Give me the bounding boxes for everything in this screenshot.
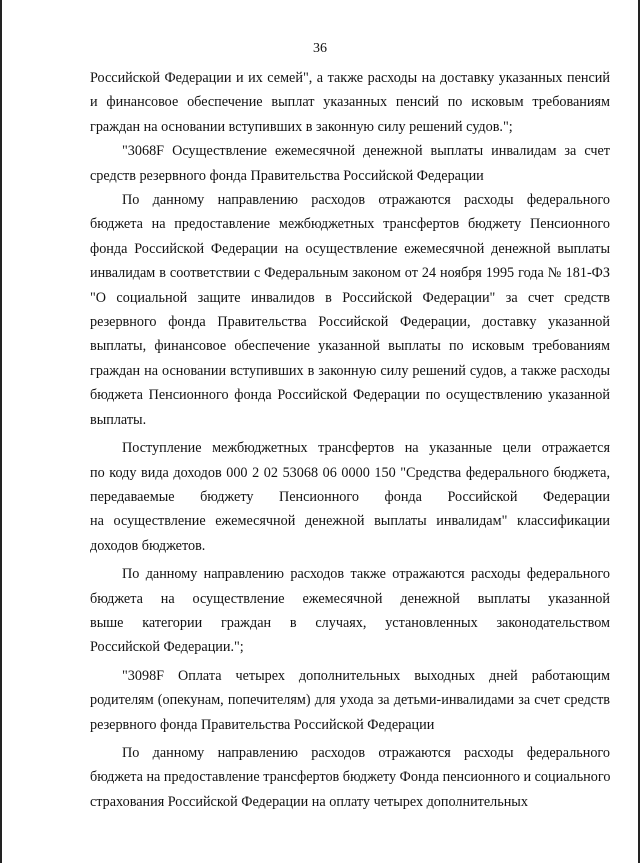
- text-line: на осуществление ежемесячной денежной выплаты инвалидам" классификации: [90, 513, 610, 530]
- text-line: выплаты.: [90, 411, 147, 428]
- text-line: граждан на основании вступивших в законную силу решений судов.";: [90, 118, 513, 135]
- text-line: выплаты, финансовое обеспечение указанной выплаты по исковым требованиям: [90, 338, 610, 355]
- text-line: Российской Федерации и их семей", а также расходы на доставку указанных пенсий: [90, 70, 610, 86]
- paragraph: [90, 562, 610, 660]
- text-line: родителям (опекунам, попечителям) для ухода за детьми-инвалидами за счет средств: [90, 692, 610, 709]
- text-line: бюджета на предоставление трансфертов бюджету Фонда пенсионного и социального: [90, 769, 611, 786]
- text-line: фонда Российской Федерации на осуществление ежемесячной денежной выплаты: [90, 240, 610, 257]
- text-line: средств резервного фонда Правительства Российской Федерации: [90, 167, 484, 184]
- text-line: резервного фонда Правительства Российской Федерации, доставку указанной: [90, 314, 610, 331]
- text-line: "О социальной защите инвалидов в Российской Федерации" за счет средств: [90, 289, 610, 306]
- text-line: бюджета на предоставление межбюджетных трансфертов бюджету Пенсионного: [90, 216, 610, 233]
- document-body: [90, 66, 610, 814]
- text-line: По данному направлению расходов отражаются расходы федерального: [122, 744, 610, 761]
- paragraph: [90, 741, 610, 814]
- text-line: доходов бюджетов.: [90, 537, 206, 554]
- text-line: По данному направлению расходов отражаются расходы федерального: [122, 192, 610, 209]
- paragraph: [90, 436, 610, 558]
- text-line: "3098F Оплата четырех дополнительных выходных дней работающим: [122, 667, 610, 684]
- text-line: Российской Федерации.";: [90, 639, 244, 656]
- text-line: По данному направлению расходов также отражаются расходы федерального: [122, 566, 610, 583]
- paragraph: [90, 139, 610, 188]
- text-line: Поступление межбюджетных трансфертов на указанные цели отражается: [122, 440, 610, 457]
- text-line: граждан на основании вступивших в законную силу решений судов, а также расходы: [90, 362, 610, 379]
- page-number: 36: [313, 41, 327, 56]
- text-line: по коду вида доходов 000 2 02 53068 06 0000 150 "Средства федерального бюджета,: [90, 464, 610, 481]
- paragraph: [90, 664, 610, 737]
- text-line: и финансовое обеспечение выплат указанных пенсий по исковым требованиям: [90, 94, 610, 111]
- text-line: страхования Российской Федерации на оплату четырех дополнительных: [90, 793, 528, 810]
- text-line: бюджета на осуществление ежемесячной денежной выплаты указанной: [90, 590, 610, 607]
- text-line: бюджета Пенсионного фонда Российской Федерации по осуществлению указанной: [90, 387, 610, 404]
- text-line: "3068F Осуществление ежемесячной денежной выплаты инвалидам за счет: [122, 143, 610, 160]
- text-line: резервного фонда Правительства Российской Федерации: [90, 716, 435, 733]
- text-line: выше категории граждан в случаях, установленных законодательством: [90, 614, 610, 631]
- text-line: передаваемые бюджету Пенсионного фонда Российской Федерации: [90, 488, 610, 505]
- text-line: инвалидам в соответствии с Федеральным законом от 24 ноября 1995 года № 181-ФЗ: [90, 265, 610, 282]
- paragraph: [90, 188, 610, 432]
- paragraph: [90, 66, 610, 139]
